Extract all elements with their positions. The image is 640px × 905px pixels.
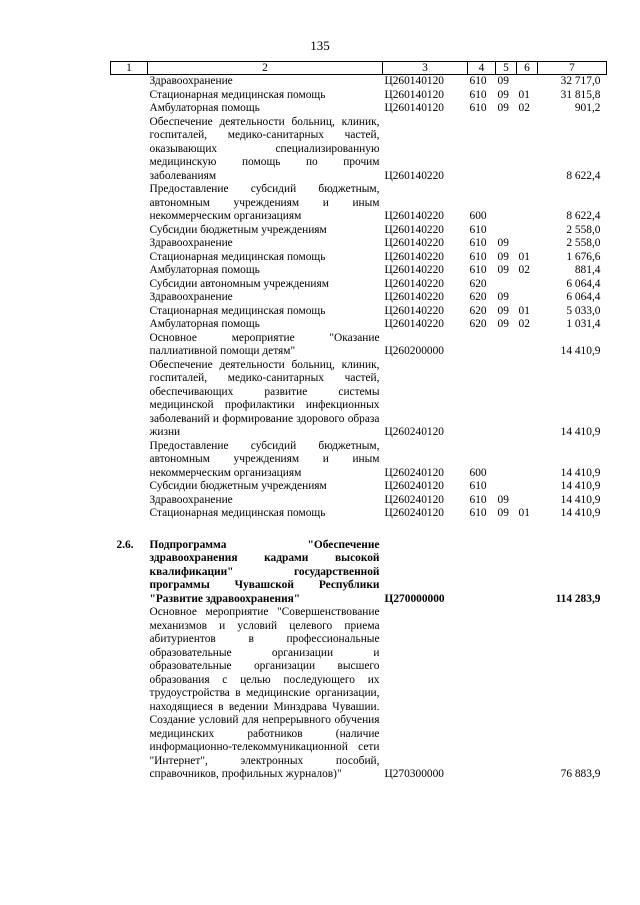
row-subsection	[517, 480, 538, 494]
row-amount: 6 064,4	[566, 291, 601, 303]
row-name: Субсидии бюджетным учреждениям	[149, 223, 327, 236]
spacer-cell	[111, 521, 607, 539]
row-amount: 31 815,8	[560, 88, 601, 101]
row-amount: 14 410,9	[560, 493, 601, 506]
row-section: 09	[497, 507, 509, 519]
row-subsection	[517, 291, 538, 305]
row-subsection	[517, 75, 538, 89]
row-code: Ц260200000	[384, 345, 444, 357]
row-code: Ц260140220	[384, 304, 444, 317]
table-row	[111, 359, 607, 440]
row-amount: 881,4	[574, 264, 601, 276]
row-number: 2.6.	[116, 538, 134, 551]
row-code: Ц260140220	[384, 210, 444, 222]
column-header: 2	[148, 62, 383, 75]
row-name: Здравоохранение	[149, 237, 233, 249]
row-expense-type: 610	[469, 102, 487, 114]
table-row	[111, 480, 607, 494]
row-number	[111, 89, 148, 103]
row-section	[496, 183, 517, 224]
row-section: 09	[497, 237, 509, 249]
row-name: Стационарная медицинская помощь	[149, 304, 326, 317]
column-header: 1	[111, 62, 148, 75]
row-name: Обеспечение деятельности больниц, клиник, госпиталей, медико-санитарных частей, обеспечивающих развитие системы медицинской профилактики инфекционных заболеваний и формирование здорового образа жизни	[149, 358, 380, 438]
table-row	[111, 606, 607, 782]
table-row	[111, 237, 607, 251]
row-subsection: 01	[518, 88, 530, 101]
row-subsection: 02	[518, 318, 530, 330]
row-expense-type: 610	[469, 480, 487, 492]
row-amount: 2 558,0	[566, 237, 601, 249]
row-section: 09	[497, 88, 509, 101]
row-name: Основное мероприятие "Совершенствование механизмов и условий целевого приема абитуриентов в профессиональные образовательные организации и образовательные организации высшего образования с целью последующего их трудоустройства в медицинские организации, находящиеся в ведении Минздрава Чувашии. Создание условий для непрерывного обучения медицинских работников (наличие информационно-телекоммуникационной сети "Интернет", электронных пособий, справочников, профильных журналов)"	[149, 606, 380, 780]
row-expense-type	[468, 116, 496, 184]
row-code: Ц260140220	[384, 318, 444, 330]
row-code: Ц260240120	[384, 493, 444, 506]
row-code: Ц260140220	[384, 237, 444, 249]
row-number	[111, 440, 148, 481]
row-expense-type: 610	[469, 75, 487, 87]
row-name: Подпрограмма "Обеспечение здравоохранения кадрами высокой квалификации" государственной программы Чувашской Республики "Развитие здравоохранения"	[149, 538, 380, 605]
row-subsection: 02	[518, 264, 530, 276]
table-row	[111, 75, 607, 89]
row-amount: 8 622,4	[566, 169, 601, 182]
row-code: Ц260140220	[384, 264, 444, 276]
row-subsection	[517, 440, 538, 481]
row-name: Амбулаторная помощь	[149, 318, 260, 330]
row-amount: 8 622,4	[566, 210, 601, 222]
row-section	[496, 332, 517, 359]
row-number	[111, 606, 148, 782]
row-section	[496, 359, 517, 440]
row-expense-type	[468, 606, 496, 782]
table-row	[111, 278, 607, 292]
budget-table	[110, 61, 607, 782]
table-row	[111, 332, 607, 359]
row-subsection	[517, 606, 538, 782]
row-section: 09	[497, 102, 509, 114]
row-expense-type: 610	[469, 493, 487, 506]
row-name: Здравоохранение	[149, 493, 233, 506]
row-number	[111, 251, 148, 265]
row-code: Ц260140220	[384, 277, 444, 290]
row-amount: 14 410,9	[560, 466, 601, 479]
row-amount: 14 410,9	[560, 507, 601, 519]
table-row	[111, 183, 607, 224]
row-section: 09	[497, 264, 509, 276]
row-amount: 14 410,9	[560, 345, 601, 357]
row-name: Стационарная медицинская помощь	[149, 250, 326, 263]
row-subsection: 01	[518, 304, 530, 317]
row-section: 09	[497, 493, 509, 506]
column-header: 3	[383, 62, 468, 75]
row-code: Ц260140120	[384, 75, 444, 87]
row-subsection	[517, 539, 538, 607]
table-row	[111, 507, 607, 521]
row-expense-type: 610	[469, 88, 487, 101]
row-amount: 1 031,4	[566, 318, 601, 330]
table-row	[111, 264, 607, 278]
row-section	[496, 278, 517, 292]
row-subsection	[517, 494, 538, 508]
row-number	[111, 359, 148, 440]
row-code: Ц260140220	[384, 291, 444, 303]
row-section	[496, 116, 517, 184]
table-row	[111, 440, 607, 481]
row-amount: 901,2	[574, 102, 601, 114]
table-row	[111, 116, 607, 184]
row-amount: 114 283,9	[555, 592, 601, 605]
row-number	[111, 264, 148, 278]
row-number	[111, 278, 148, 292]
row-number	[111, 224, 148, 238]
row-section: 09	[497, 318, 509, 330]
row-subsection	[517, 278, 538, 292]
row-subsection: 01	[518, 507, 530, 519]
row-number	[111, 332, 148, 359]
row-expense-type	[468, 539, 496, 607]
column-header: 5	[496, 62, 517, 75]
table-row	[111, 539, 607, 607]
row-expense-type: 620	[469, 291, 487, 303]
row-amount: 14 410,9	[560, 480, 601, 492]
row-name: Здравоохранение	[149, 75, 233, 87]
row-name: Субсидии бюджетным учреждениям	[149, 480, 327, 492]
row-name: Предоставление субсидий бюджетным, автономным учреждениям и иным некоммерческим организациям	[149, 439, 380, 479]
row-name: Амбулаторная помощь	[149, 264, 260, 276]
table-row	[111, 102, 607, 116]
row-section: 09	[497, 304, 509, 317]
row-name: Стационарная медицинская помощь	[149, 507, 326, 519]
row-subsection	[517, 183, 538, 224]
row-section	[496, 606, 517, 782]
row-expense-type	[468, 332, 496, 359]
row-expense-type: 620	[469, 304, 487, 317]
row-code: Ц260140220	[384, 223, 444, 236]
row-number	[111, 318, 148, 332]
row-expense-type: 610	[469, 250, 487, 263]
row-code: Ц270300000	[384, 768, 444, 780]
row-expense-type: 610	[469, 237, 487, 249]
row-number	[111, 291, 148, 305]
row-code: Ц260240120	[384, 480, 444, 492]
row-subsection	[517, 332, 538, 359]
column-header: 7	[538, 62, 607, 75]
row-number	[111, 305, 148, 319]
row-code: Ц260240120	[384, 507, 444, 519]
table-row	[111, 291, 607, 305]
row-code: Ц260140120	[384, 88, 444, 101]
row-subsection	[517, 224, 538, 238]
row-number	[111, 480, 148, 494]
row-name: Стационарная медицинская помощь	[149, 88, 326, 101]
row-section	[496, 480, 517, 494]
row-expense-type	[468, 359, 496, 440]
row-code: Ц260140120	[384, 102, 444, 114]
row-name: Субсидии автономным учреждениям	[149, 277, 329, 290]
row-expense-type: 600	[469, 466, 487, 479]
row-number	[111, 102, 148, 116]
table-row	[111, 251, 607, 265]
row-name: Основное мероприятие "Оказание паллиативной помощи детям"	[149, 331, 380, 357]
row-subsection: 02	[518, 102, 530, 114]
row-section	[496, 224, 517, 238]
row-amount: 14 410,9	[560, 426, 601, 438]
row-number	[111, 116, 148, 184]
row-subsection	[517, 237, 538, 251]
row-amount: 1 676,6	[566, 250, 601, 263]
row-expense-type: 610	[469, 264, 487, 276]
row-code: Ц260140220	[384, 250, 444, 263]
table-row	[111, 89, 607, 103]
table-row	[111, 224, 607, 238]
row-section: 09	[497, 291, 509, 303]
row-expense-type: 610	[469, 507, 487, 519]
table-row	[111, 305, 607, 319]
row-subsection: 01	[518, 250, 530, 263]
row-amount: 76 883,9	[560, 768, 601, 780]
row-expense-type: 620	[469, 318, 487, 330]
row-number	[111, 507, 148, 521]
row-number	[111, 494, 148, 508]
row-expense-type: 620	[469, 277, 487, 290]
column-header: 6	[517, 62, 538, 75]
row-number	[111, 237, 148, 251]
spacer-row	[111, 521, 607, 539]
row-name: Здравоохранение	[149, 291, 233, 303]
row-subsection	[517, 116, 538, 184]
table-header-row	[111, 62, 607, 75]
row-amount: 32 717,0	[560, 75, 601, 87]
row-name: Обеспечение деятельности больниц, клиник, госпиталей, медико-санитарных частей, оказывающих специализированную медицинскую помощь по прочим заболеваниям	[149, 115, 380, 182]
row-name: Предоставление субсидий бюджетным, автономным учреждениям и иным некоммерческим организациям	[149, 183, 380, 222]
row-code: Ц260140220	[384, 169, 444, 182]
row-number	[111, 183, 148, 224]
row-code: Ц260240120	[384, 466, 444, 479]
row-section: 09	[497, 250, 509, 263]
row-expense-type: 600	[469, 210, 487, 222]
row-name: Амбулаторная помощь	[149, 102, 260, 114]
row-amount: 6 064,4	[566, 277, 601, 290]
row-section	[496, 539, 517, 607]
row-number	[111, 75, 148, 89]
row-subsection	[517, 359, 538, 440]
row-code: Ц270000000	[384, 592, 445, 605]
row-section	[496, 440, 517, 481]
row-section: 09	[497, 75, 509, 87]
row-code: Ц260240120	[384, 426, 444, 438]
column-header: 4	[468, 62, 496, 75]
table-row	[111, 318, 607, 332]
row-expense-type: 610	[469, 223, 487, 236]
row-amount: 5 033,0	[566, 304, 601, 317]
table-row	[111, 494, 607, 508]
row-amount: 2 558,0	[566, 223, 601, 236]
page-number: 135	[310, 38, 330, 53]
